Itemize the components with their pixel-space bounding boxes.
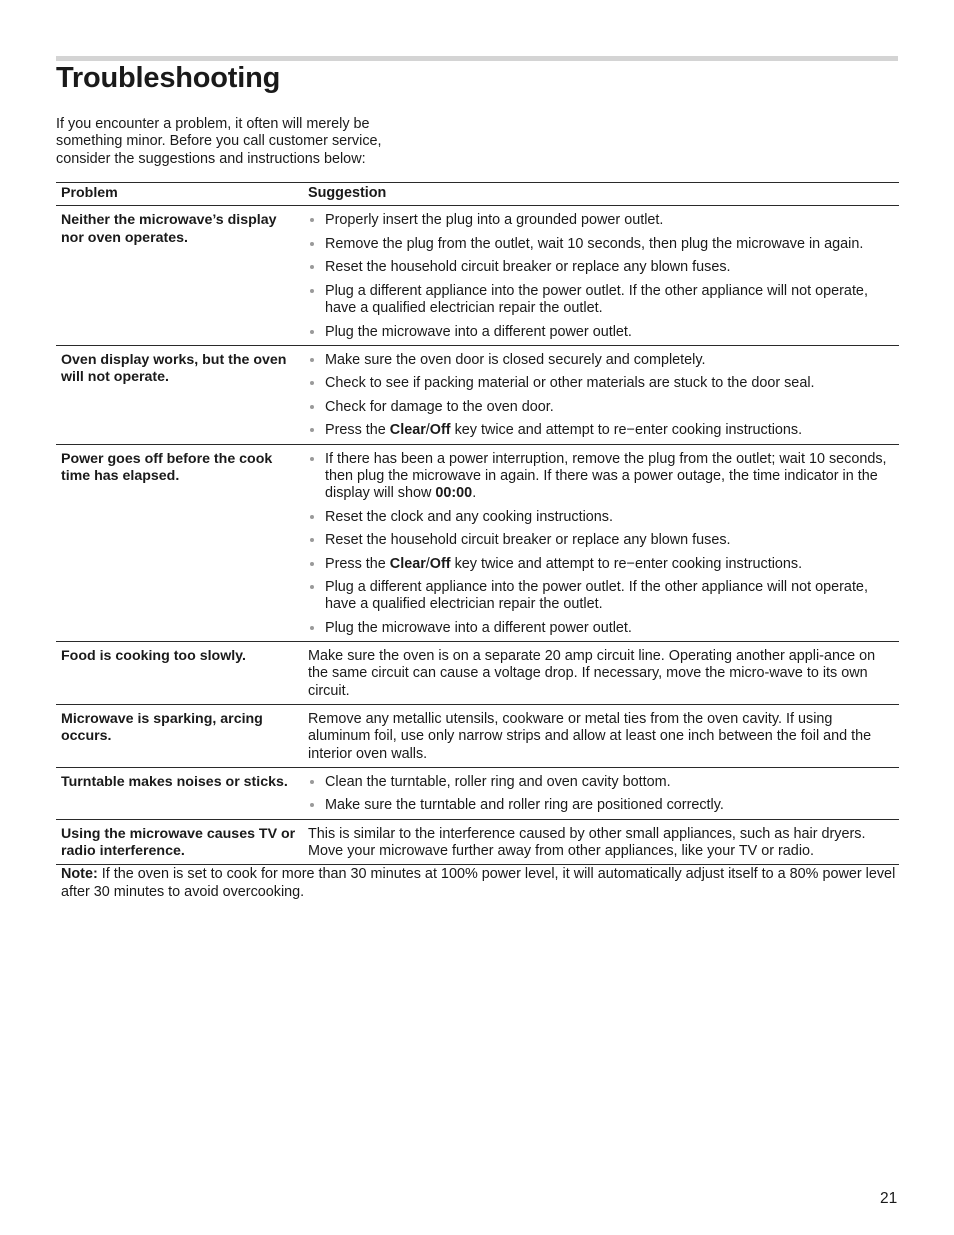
list-item: Reset the clock and any cooking instructions.	[308, 509, 893, 526]
suggestion-list	[308, 451, 893, 638]
note-label: Note:	[61, 866, 98, 883]
problem-cell: Power goes off before the cook time has elapsed.	[61, 450, 273, 484]
list-item: Make sure the oven door is closed securely and completely.	[308, 352, 893, 369]
suggestion-cell: This is similar to the interference caused by other small appliances, such as hair dryers. Move your microwave further away from other appliances, like your TV or radio.	[308, 825, 866, 860]
suggestion-list	[308, 774, 893, 815]
list-item: Plug a different appliance into the power outlet. If the other appliance will not operate, have a qualified electrician repair the outlet.	[308, 579, 893, 614]
page-number: 21	[880, 1190, 898, 1207]
problem-cell: Oven display works, but the oven will not operate.	[61, 351, 287, 386]
suggestion-cell	[303, 346, 899, 444]
intro-paragraph: If you encounter a problem, it often will merely be something minor. Before you call customer service, consider the suggestions and instructions below:	[56, 116, 382, 167]
troubleshooting-table	[56, 182, 899, 901]
problem-cell: Using the microwave causes TV or radio interference.	[61, 825, 296, 859]
list-item: Check for damage to the oven door.	[308, 399, 893, 416]
problem-cell: Food is cooking too slowly.	[61, 648, 246, 665]
suggestion-cell: Remove any metallic utensils, cookware or metal ties from the oven cavity. If using aluminum foil, use only narrow strips and allow at least one inch between the foil and the interior oven walls.	[308, 711, 872, 762]
list-item: Plug the microwave into a different power outlet.	[308, 620, 893, 637]
problem-cell: Microwave is sparking, arcing occurs.	[61, 711, 263, 745]
table-row	[56, 767, 899, 819]
note	[56, 864, 899, 901]
problem-cell: Neither the microwave’s display nor oven operates.	[61, 212, 277, 246]
problem-cell: Turntable makes noises or sticks.	[61, 773, 288, 790]
table-row	[56, 704, 899, 767]
table-row	[56, 205, 899, 345]
list-item: Properly insert the plug into a grounded power outlet.	[308, 212, 893, 229]
header-suggestion: Suggestion	[308, 185, 387, 201]
list-item: Reset the household circuit breaker or replace any blown fuses.	[308, 259, 893, 276]
list-item: Check to see if packing material or other materials are stuck to the door seal.	[308, 375, 893, 392]
list-item: Press the Clear/Off key twice and attempt to re−enter cooking instructions.	[308, 556, 893, 573]
header-problem: Problem	[61, 185, 118, 201]
list-item: Plug the microwave into a different power outlet.	[308, 324, 893, 341]
list-item: If there has been a power interruption, remove the plug from the outlet; wait 10 seconds, then plug the microwave in again. If there was a power outage, the time indicator in the display will show 00:00.	[308, 451, 893, 503]
key-name-clear: Clear	[389, 555, 426, 572]
table-row	[56, 345, 899, 444]
page-title: Troubleshooting	[56, 62, 281, 94]
suggestion-list	[308, 212, 893, 341]
list-item: Reset the household circuit breaker or replace any blown fuses.	[308, 532, 893, 549]
table-row	[56, 444, 899, 642]
list-item: Clean the turntable, roller ring and oven cavity bottom.	[308, 774, 893, 791]
note-text: If the oven is set to cook for more than 30 minutes at 100% power level, it will automatically adjust itself to a 80% power level after 30 minutes to avoid overcooking.	[61, 866, 896, 900]
list-item: Plug a different appliance into the power outlet. If the other appliance will not operate, have a qualified electrician repair the outlet.	[308, 283, 893, 318]
list-item: Make sure the turntable and roller ring are positioned correctly.	[308, 797, 893, 814]
table-row	[56, 819, 899, 865]
suggestion-list	[308, 352, 893, 440]
top-rule	[56, 56, 898, 61]
suggestion-cell: Make sure the oven is on a separate 20 amp circuit line. Operating another appli-ance on the same circuit can cause a voltage drop. If necessary, move the micro-wave to its own circuit.	[308, 648, 876, 699]
key-name-off: Off	[429, 555, 451, 572]
list-item: Press the Clear/Off key twice and attempt to re−enter cooking instructions.	[308, 422, 893, 439]
key-name-clear: Clear	[389, 422, 426, 439]
list-item: Remove the plug from the outlet, wait 10 seconds, then plug the microwave in again.	[308, 236, 893, 253]
suggestion-cell	[303, 445, 899, 642]
suggestion-cell	[303, 768, 899, 819]
table-row	[56, 641, 899, 704]
display-time-value: 00:00	[435, 485, 473, 502]
table-header-row	[56, 182, 899, 205]
key-name-off: Off	[429, 422, 451, 439]
suggestion-cell	[303, 206, 899, 345]
